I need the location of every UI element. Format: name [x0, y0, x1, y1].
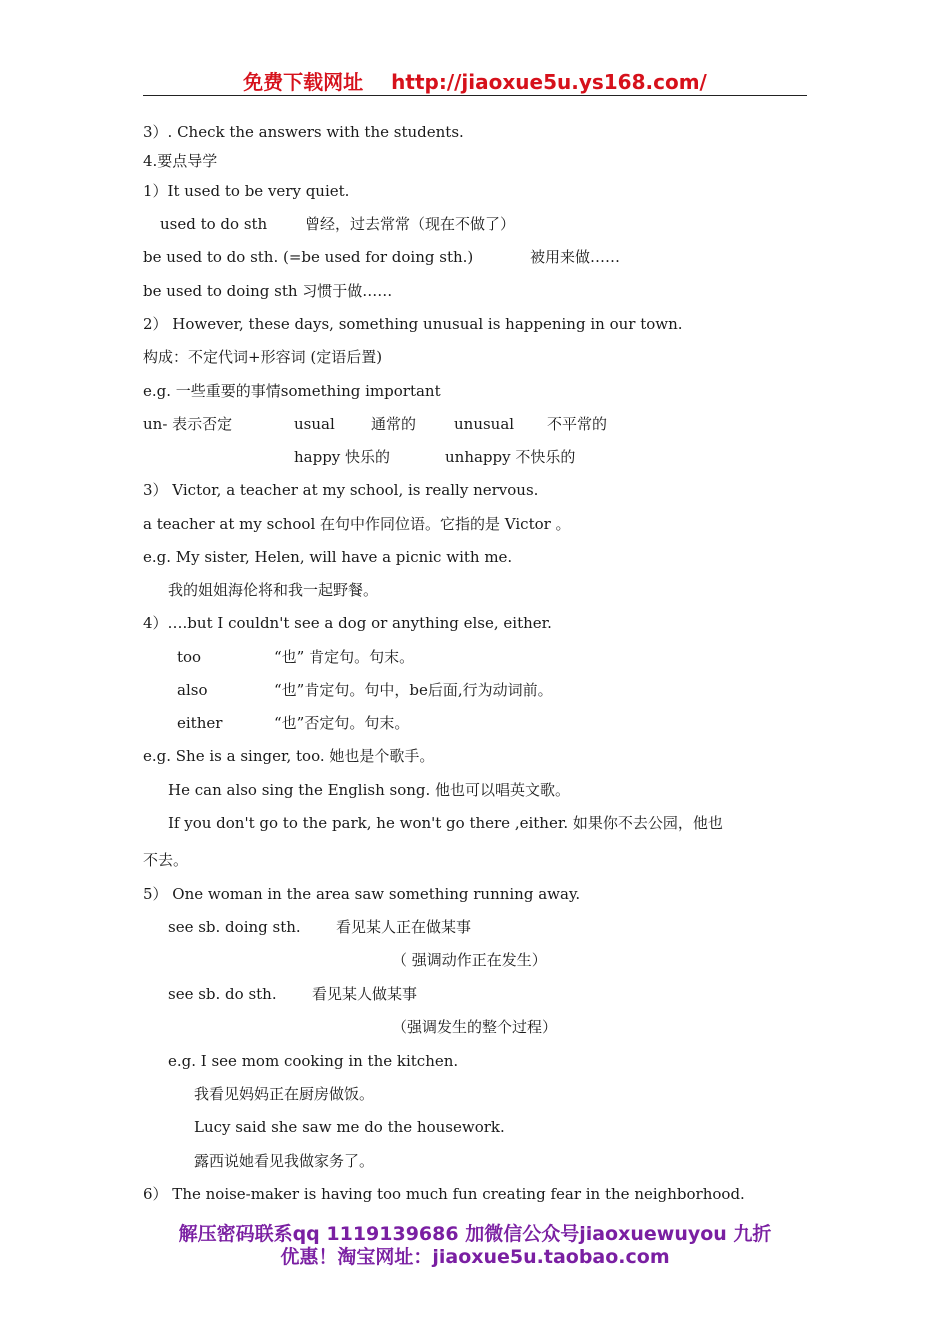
text-line: Lucy said she saw me do the housework.: [194, 1118, 505, 1136]
text-line: e.g. 一些重要的事情something important: [143, 382, 441, 400]
text-line: e.g. My sister, Helen, will have a picnic with me.: [143, 548, 513, 566]
text-line: 2） However, these days, something unusual is happening in our town.: [143, 315, 683, 333]
meaning: 不平常的: [547, 415, 608, 433]
word: usual: [294, 415, 335, 433]
text-row: [168, 917, 668, 937]
phrase: see sb. do sth.: [168, 985, 277, 1003]
text-line: If you don't go to the park, he won't go there ,either. 如果你不去公园，他也: [168, 814, 723, 832]
word-pair: unhappy 不快乐的: [445, 448, 576, 466]
text-line: e.g. I see mom cooking in the kitchen.: [168, 1052, 459, 1070]
usage: “也” 肯定句。句末。: [274, 648, 415, 666]
text-row: [177, 713, 677, 733]
text-line: a teacher at my school 在句中作同位语。它指的是 Victor 。: [143, 515, 571, 533]
text-line: e.g. She is a singer, too. 她也是个歌手。: [143, 747, 435, 765]
word-pair: happy 快乐的: [294, 448, 391, 466]
header-url-link[interactable]: http://jiaoxue5u.ys168.com/: [391, 70, 707, 94]
text-line: 1）It used to be very quiet.: [143, 182, 350, 200]
phrase: be used to do sth. (=be used for doing sth.): [143, 248, 474, 266]
footer-line-1: 解压密码联系qq 1119139686 加微信公众号jiaoxuewuyou 九折: [178, 1223, 772, 1245]
text-line: 露西说她看见我做家务了。: [194, 1152, 375, 1170]
text-row: [143, 247, 783, 267]
usage: “也”否定句。句末。: [274, 714, 410, 732]
text-line: be used to doing sth 习惯于做……: [143, 282, 393, 300]
meaning: 曾经，过去常常（现在不做了）: [305, 215, 516, 233]
word: too: [177, 648, 202, 666]
text-line: 构成：不定代词+形容词 (定语后置): [143, 348, 383, 366]
text-line: 4）….but I couldn't see a dog or anything else, either.: [143, 614, 552, 632]
word: either: [177, 714, 223, 732]
phrase: used to do sth: [160, 215, 268, 233]
prefix-label: un- 表示否定: [143, 415, 233, 433]
header-title: 免费下载网址: [243, 70, 364, 94]
usage: “也”肯定句。句中，be后面,行为动词前。: [274, 681, 553, 699]
meaning: 通常的: [371, 415, 417, 433]
text-row: [177, 680, 677, 700]
text-line: 我的姐姐海伦将和我一起野餐。: [168, 581, 379, 599]
note: （ 强调动作正在发生）: [392, 951, 547, 969]
text-line: 3） Victor, a teacher at my school, is really nervous.: [143, 481, 539, 499]
note: （强调发生的整个过程）: [392, 1018, 558, 1036]
text-row: [168, 984, 668, 1004]
text-row: [294, 447, 694, 467]
meaning: 看见某人做某事: [312, 985, 418, 1003]
text-row: [177, 647, 677, 667]
text-row: [143, 414, 803, 434]
text-line: 3）. Check the answers with the students.: [143, 123, 464, 141]
text-line: He can also sing the English song. 他也可以唱英文歌。: [168, 781, 571, 799]
phrase: see sb. doing sth.: [168, 918, 301, 936]
text-row: [160, 214, 760, 234]
text-line: 6） The noise-maker is having too much fun creating fear in the neighborhood.: [143, 1185, 745, 1203]
text-line: 我看见妈妈正在厨房做饭。: [194, 1085, 375, 1103]
word: unusual: [454, 415, 515, 433]
text-line: 5） One woman in the area saw something running away.: [143, 885, 581, 903]
section-heading: 4.要点导学: [143, 152, 218, 170]
footer-line-2: 优惠！淘宝网址：jiaoxue5u.taobao.com: [280, 1246, 670, 1268]
meaning: 被用来做……: [530, 248, 621, 266]
meaning: 看见某人正在做某事: [336, 918, 472, 936]
word: also: [177, 681, 208, 699]
header-divider: [143, 95, 807, 96]
page-header: [143, 66, 807, 94]
text-line: 不去。: [143, 851, 189, 869]
